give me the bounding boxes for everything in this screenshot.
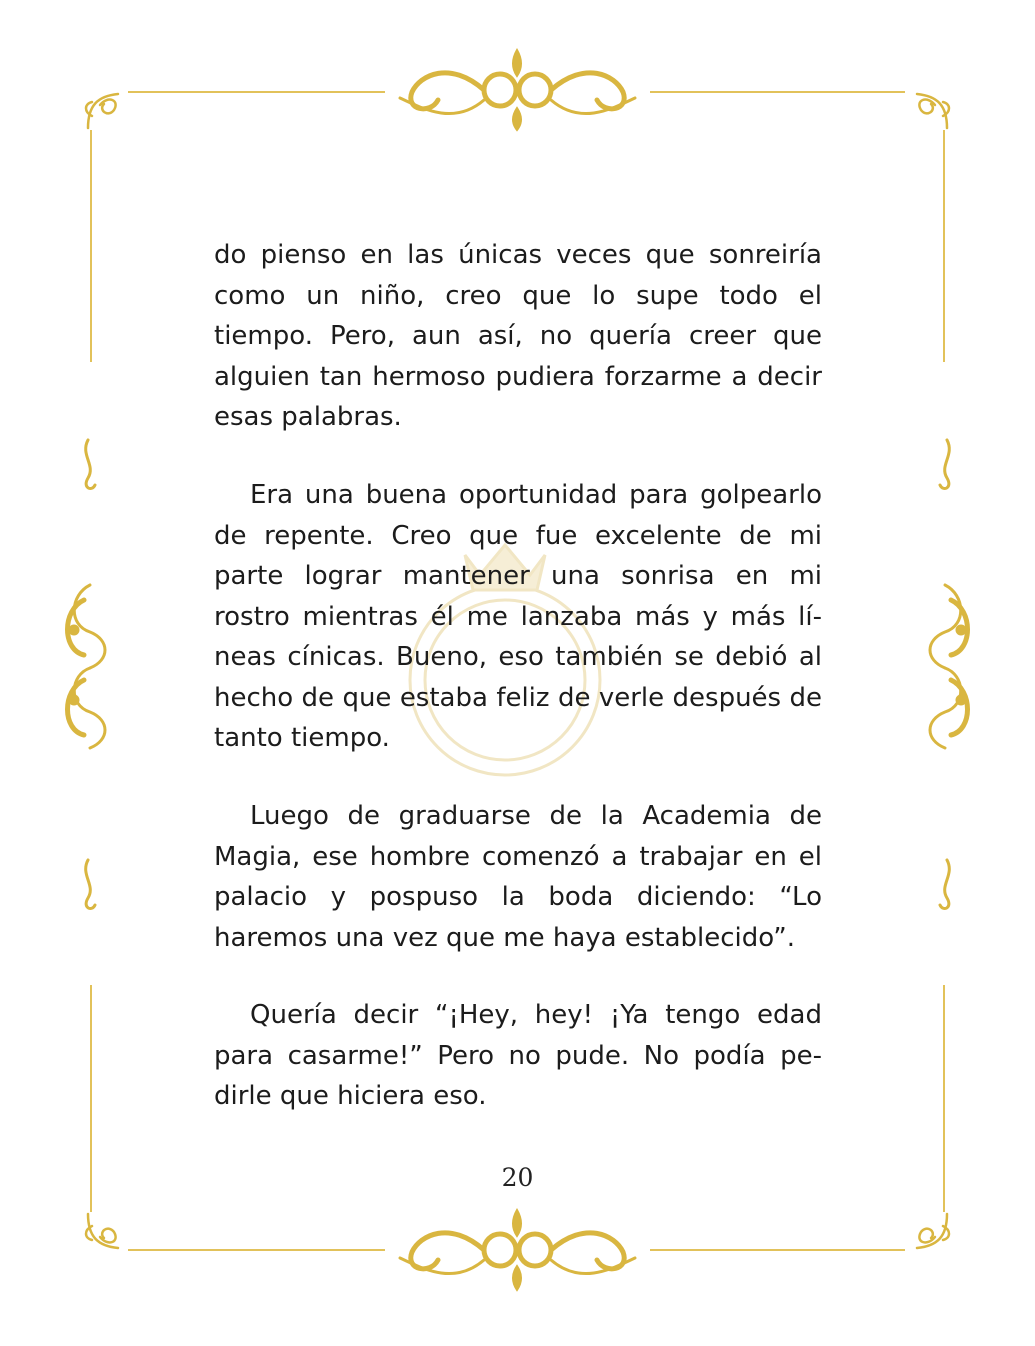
bottom-center-ornament-icon <box>400 1210 635 1290</box>
page-number: 20 <box>501 1163 534 1192</box>
paragraph-1: do pienso en las únicas veces que sonreiría como un niño, creo que lo supe todo el tiempo. Pero, aun así, no quería creer que alguien tan hermoso pudiera forzarme a decir esas palabras. <box>214 240 822 432</box>
top-center-ornament-icon <box>400 50 635 130</box>
corner-flourish-bottom-left-icon <box>86 1214 118 1248</box>
corner-flourish-bottom-right-icon <box>917 1214 949 1248</box>
right-side-ornament-icon <box>930 440 968 909</box>
paragraph-2: Era una buena oportunidad para golpearlo de repente. Creo que fue excelente de mi parte lograr mantener una sonrisa en mi rostro mientras él me lanzaba más y más líneas cínicas. Bueno, eso también se debió al hecho de que estaba feliz de verle después de tanto tiempo. <box>214 480 822 753</box>
corner-flourish-top-left-icon <box>86 94 118 128</box>
paragraph-3: Luego de graduarse de la Academia de Magia, ese hombre comenzó a trabajar en el palacio y pospuso la boda diciendo: “Lo haremos una vez que me haya establecido”. <box>214 801 822 953</box>
paragraph-4: Quería decir “¡Hey, hey! ¡Ya tengo edad para casarme!” Pero no pude. No podía pedirle que hiciera eso. <box>214 1000 822 1111</box>
left-side-ornament-icon <box>68 440 106 909</box>
corner-flourish-top-right-icon <box>917 94 949 128</box>
